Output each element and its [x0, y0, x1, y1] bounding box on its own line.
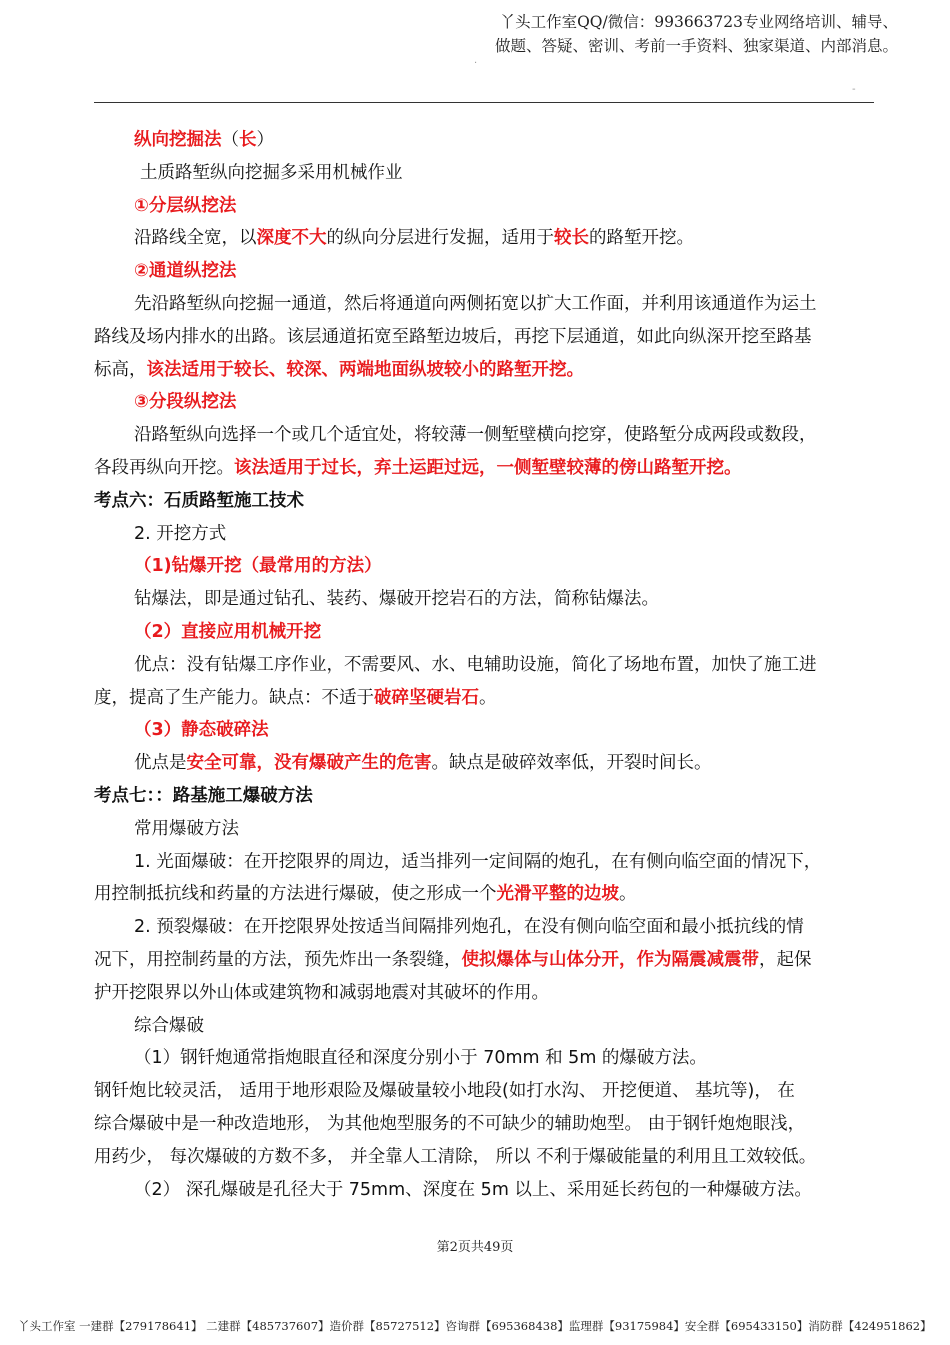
paragraph: 各段再纵向开挖。该法适用于过长，弃土运距过远，一侧堑壁较薄的傍山路堑开挖。 — [94, 457, 742, 478]
section-heading-longitudinal: 纵向挖掘法（长） — [134, 130, 274, 150]
header-line-1: 丫头工作室QQ/微信：993663723专业网络培训、辅导、 — [499, 13, 898, 31]
section-heading-6: 考点六：石质路堑施工技术 — [94, 490, 304, 511]
header-rule — [94, 102, 874, 103]
page-header — [378, 10, 898, 58]
paragraph: 综合爆破 — [134, 1015, 204, 1036]
subheading: ①分层纵挖法 — [134, 195, 237, 216]
paragraph: 用药少， 每次爆破的方数不多， 并全靠人工清除， 所以 不利于爆破能量的利用且工效较低。 — [94, 1146, 817, 1167]
paragraph: 2. 预裂爆破：在开挖限界处按适当间隔排列炮孔，在没有侧向临空面和最小抵抗线的情 — [134, 917, 804, 938]
section-heading-7: 考点七：：路基施工爆破方法 — [94, 785, 313, 806]
page-number: 第2页共49页 — [436, 1240, 514, 1255]
paragraph: 土质路堑纵向挖掘多采用机械作业 — [140, 162, 403, 183]
header-dot: · — [474, 58, 478, 69]
paragraph: 度，提高了生产能力。缺点：不适于破碎坚硬岩石。 — [94, 687, 497, 708]
paragraph: （1）钢钎炮通常指炮眼直径和深度分别小于 70mm 和 5m 的爆破方法。 — [134, 1048, 707, 1069]
paragraph: 用控制抵抗线和药量的方法进行爆破，使之形成一个光滑平整的边坡。 — [94, 884, 637, 905]
header-line-2: 做题、答疑、密训、考前一手资料、独家渠道、内部消息。 — [494, 37, 898, 55]
document-body — [94, 124, 878, 1206]
paragraph: 综合爆破中是一种改造地形， 为其他炮型服务的不可缺少的辅助炮型。 由于钢钎炮炮眼浅， — [94, 1113, 806, 1134]
paragraph: 先沿路堑纵向挖掘一通道，然后将通道向两侧拓宽以扩大工作面，并利用该通道作为运土 — [134, 293, 817, 314]
paragraph: 况下，用控制药量的方法，预先炸出一条裂缝，使拟爆体与山体分开，作为隔震减震带，起保 — [94, 949, 812, 970]
paragraph: 路线及场内排水的出路。该层通道拓宽至路堑边坡后，再挖下层通道，如此向纵深开挖至路基 — [94, 326, 812, 347]
subheading: ③分段纵挖法 — [134, 392, 237, 413]
subheading: （1)钻爆开挖（最常用的方法） — [134, 556, 382, 577]
paragraph: 标高，该法适用于较长、较深、两端地面纵坡较小的路堑开挖。 — [94, 359, 584, 380]
paragraph: 护开挖限界以外山体或建筑物和减弱地震对其破坏的作用。 — [94, 982, 549, 1003]
paragraph: 优点：没有钻爆工序作业，不需要风、水、电辅助设施，简化了场地布置，加快了施工进 — [134, 654, 817, 675]
paragraph: 2. 开挖方式 — [134, 523, 227, 544]
paragraph: 沿路线全宽，以深度不大的纵向分层进行发掘，适用于较长的路堑开挖。 — [134, 228, 694, 249]
subheading: （3）静态破碎法 — [134, 720, 269, 741]
subheading: ②通道纵挖法 — [134, 261, 237, 282]
paragraph: 优点是安全可靠，没有爆破产生的危害。缺点是破碎效率低，开裂时间长。 — [134, 753, 712, 774]
paragraph: 钻爆法，即是通过钻孔、装药、爆破开挖岩石的方法，简称钻爆法。 — [134, 589, 659, 610]
subheading: （2）直接应用机械开挖 — [134, 621, 322, 642]
header-dash: - — [852, 84, 856, 95]
paragraph: 1. 光面爆破：在开挖限界的周边，适当排列一定间隔的炮孔，在有侧向临空面的情况下， — [134, 851, 822, 872]
paragraph: 常用爆破方法 — [134, 818, 239, 839]
paragraph: （2） 深孔爆破是孔径大于 75mm、深度在 5m 以上、采用延长药包的一种爆破方法。 — [134, 1179, 812, 1200]
paragraph: 钢钎炮比较灵活， 适用于地形艰险及爆破量较小地段(如打水沟、 开挖便道、 基坑等)， 在 — [94, 1081, 795, 1102]
footer-groups: 丫头工作室 一建群【279178641】 二建群【485737607】造价群【85727512】咨询群【695368438】监理群【93175984】安全群【695433150】消防群【424951862】 — [18, 1319, 932, 1333]
paragraph: 沿路堑纵向选择一个或几个适宜处，将较薄一侧堑壁横向挖穿，使路堑分成两段或数段， — [134, 425, 817, 446]
